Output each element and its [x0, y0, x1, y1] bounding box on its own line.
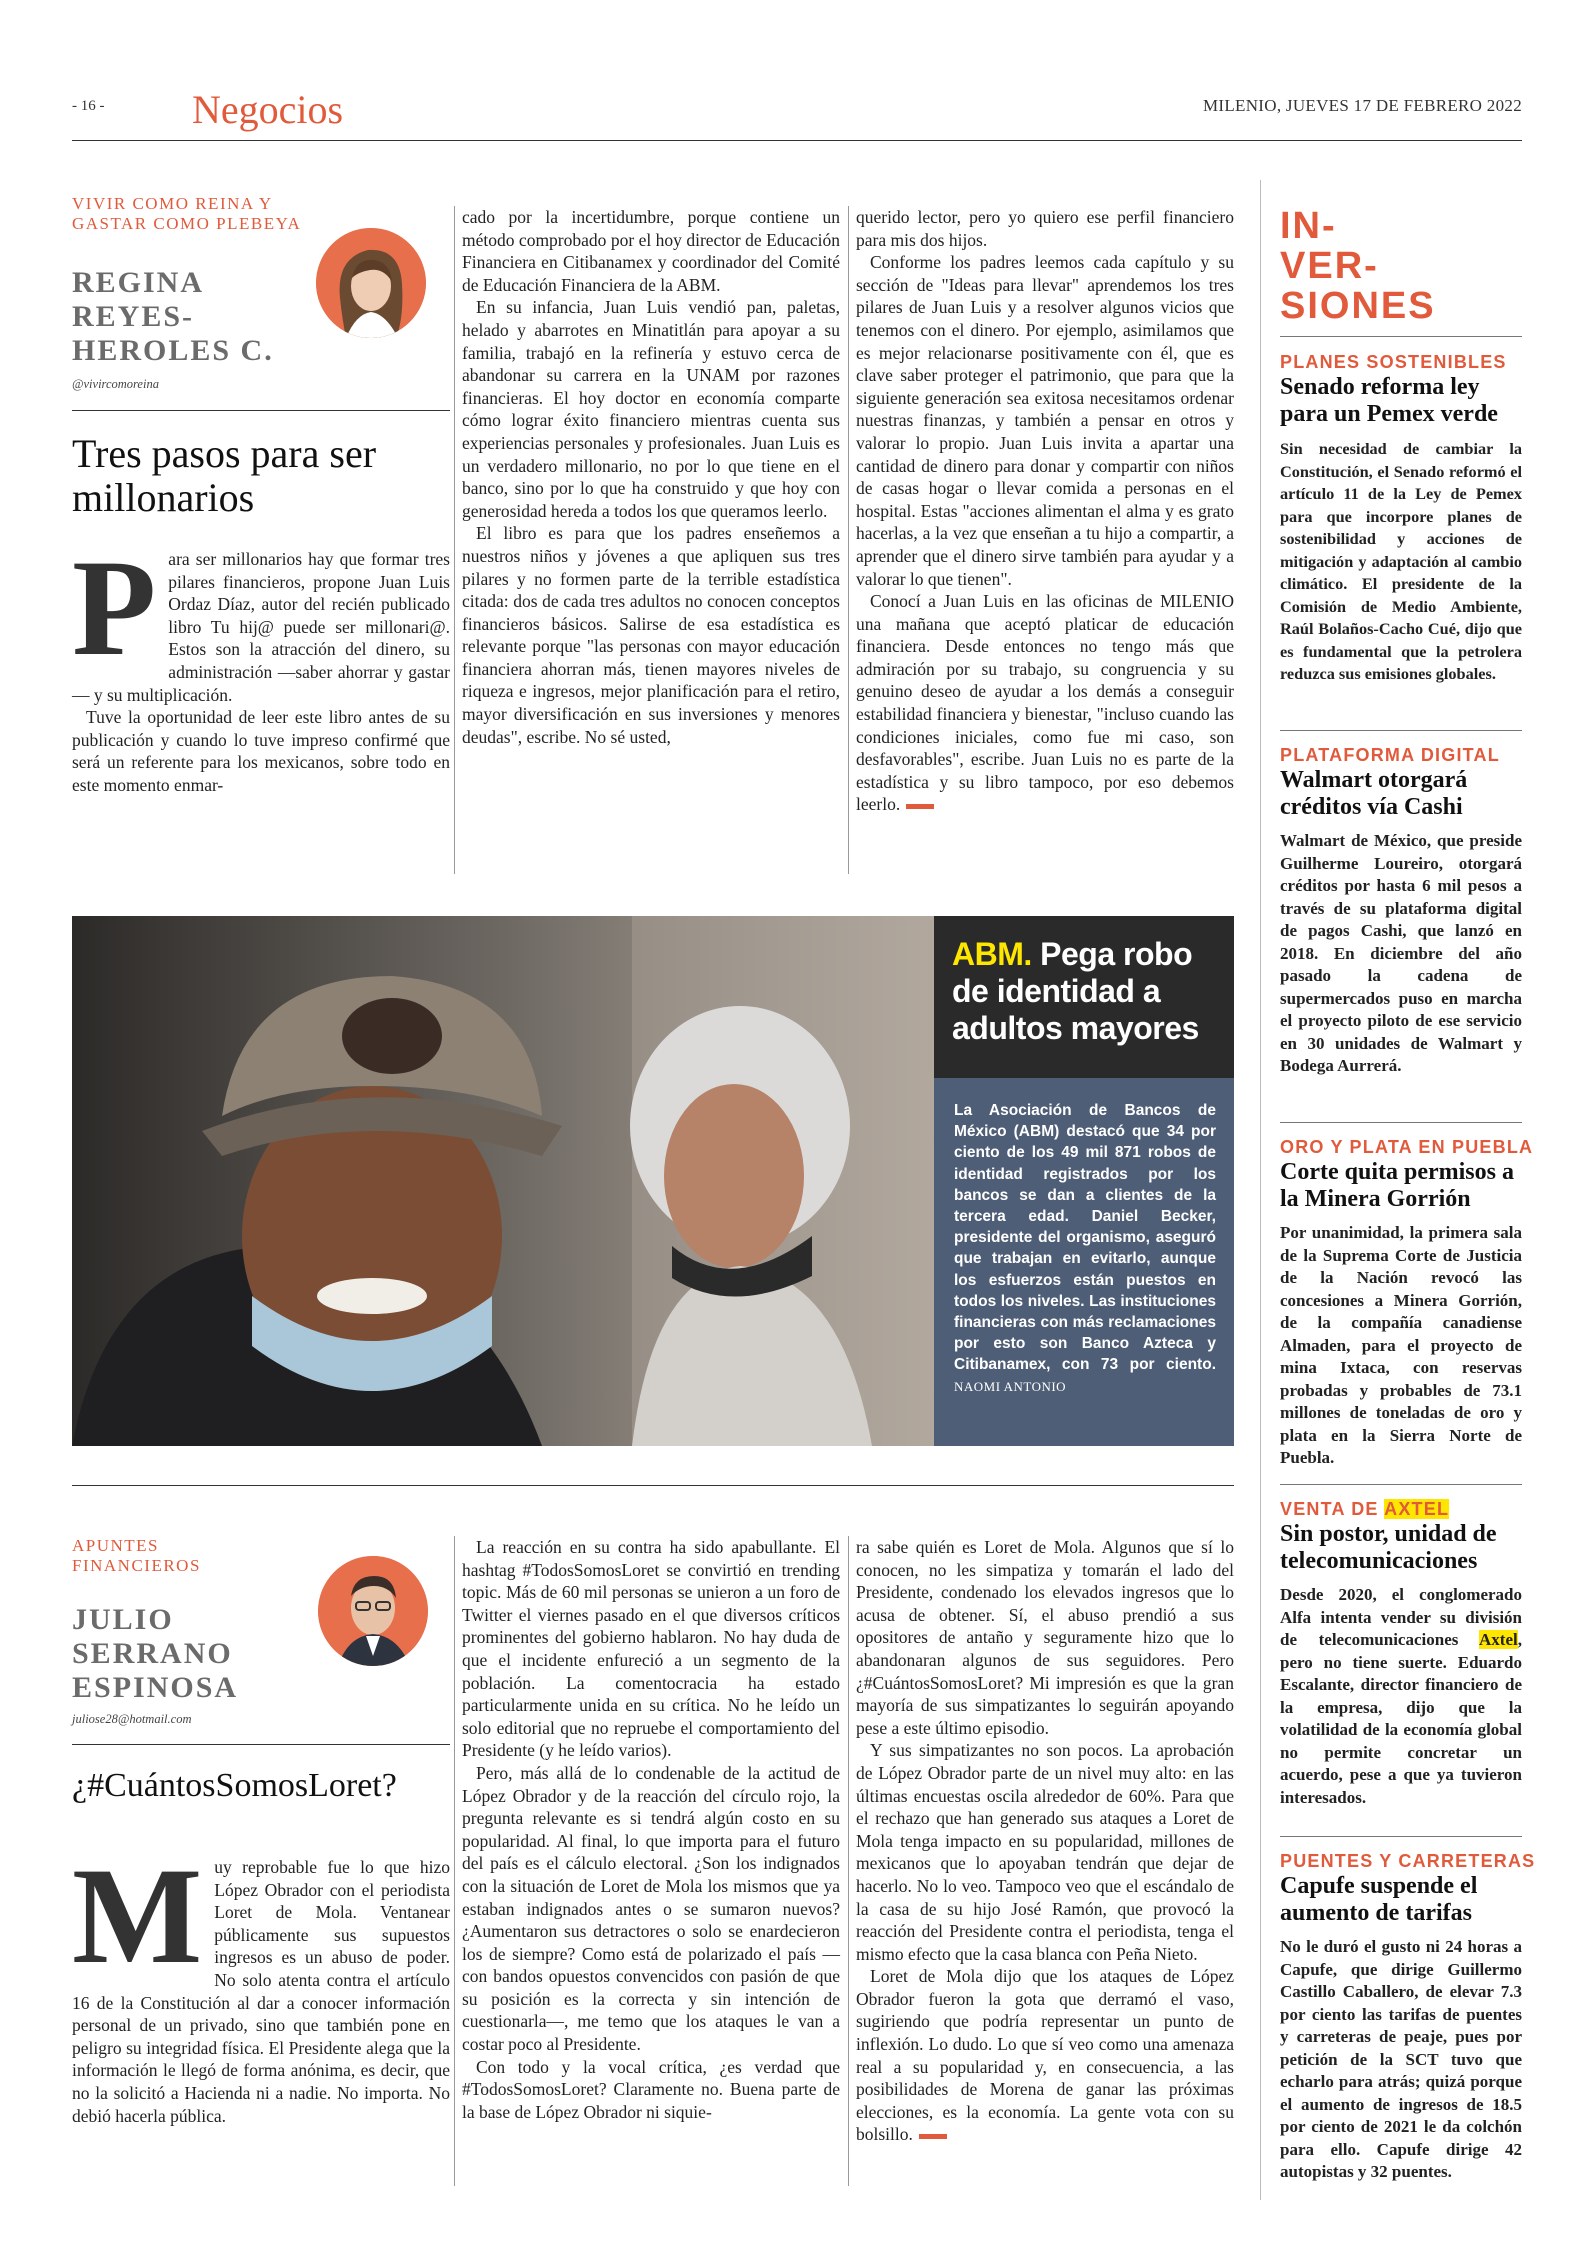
sidebar-title: IN- VER- SIONES [1280, 205, 1436, 327]
drop-cap: M [72, 1839, 203, 1992]
byline-rule [72, 410, 450, 411]
columnist-avatar [318, 1556, 428, 1666]
article-paragraph: Con todo y la vocal crítica, ¿es verdad que #TodosSomosLoret? Claramente no. Buena parte de la base de López Obrador ni siquie- [462, 2056, 840, 2122]
drop-cap: P [72, 531, 157, 684]
article-headline: ¿#CuántosSomosLoret? [72, 1767, 397, 1804]
columnist-name: JULIO SERRANO ESPINOSA [72, 1603, 239, 1704]
photo-credit: NAOMI ANTONIO [954, 1378, 1067, 1394]
article-paragraph: La reacción en su contra ha sido apabullante. El hashtag #TodosSomosLoret se convirtió en trending topic. Más de 60 mil personas se unieron a un foro de Twitter el viernes pasado en el que diversos críticos prominentes del gobierno hablaron. No hay duda de que el incidente enfureció a un segmento de la población. La comentocracia ha estado particularmente unida en su crítica. No he leído un solo editorial que no repruebe el comportamiento del Presidente (y he leído varios). [462, 1537, 840, 1761]
sidebar-rule [1280, 336, 1522, 337]
section-rule [72, 1485, 1234, 1486]
column-kicker: APUNTES FINANCIEROS [72, 1536, 201, 1575]
columnist-name: REGINA REYES- HEROLES C. [72, 266, 274, 367]
sidebar-kicker: VENTA DE AXTEL [1280, 1499, 1450, 1519]
sidebar-rule [1280, 1122, 1522, 1123]
end-mark [919, 2134, 947, 2139]
sidebar-headline: Sin postor, unidad de telecomunicaciones [1280, 1521, 1497, 1574]
sidebar-divider [1260, 180, 1261, 2200]
section-title: Negocios [192, 87, 344, 132]
column-kicker: VIVIR COMO REINA Y GASTAR COMO PLEBEYA [72, 194, 302, 233]
photo-headline: ABM. Pega robo de identidad a adultos mayores [952, 936, 1199, 1046]
sidebar-body: Walmart de México, que preside Guilherme Loureiro, otorgará créditos por hasta 6 mil pesos a través de su plataforma digital de pagos Cashi, que lanzó en 2018. En diciembre del año pasado la cadena de supermercados puso en marcha el proyecto piloto de ese servicio en 30 unidades de Walmart y Bodega Aurrerá. [1280, 831, 1522, 1075]
article-paragraph: ara ser millonarios hay que formar tres pilares financieros, propone Juan Luis Ordaz Díaz, autor del recién publicado libro Tu hij@ puede ser millonari@. Estos son la atracción del dinero, su administración —saber ahorrar y gastar— y su multiplicación. [72, 549, 450, 705]
article-column-2 [462, 206, 840, 748]
article-paragraph: Pero, más allá de lo condenable de la actitud de López Obrador y de la reacción del círculo rojo, la pregunta relevante es si tendrá algún costo en su popularidad. Al final, lo que importa para el futuro del país es el cálculo electoral. ¿Son los indignados con la situación de Loret de Mola los mismos que ya estaban indignados antes o se sumaron nuevos? ¿Aumentaron sus detractores o solo se enardecieron los de siempre? Como está de polarizado el país —con bandos opuestos convencidos con pasión de que su posición es la correcta y sin intención de cuestionarla—, me temo que los ataques le van a costar poco al Presidente. [462, 1762, 840, 2055]
highlight-mark: AXTEL [1384, 1499, 1450, 1519]
article-paragraph: Tuve la oportunidad de leer este libro antes de su publicación y cuando lo tuve impreso confirmé que será un referente para los mexicanos, sobre todo en este momento enmar- [72, 707, 450, 795]
column-divider [454, 1536, 455, 2186]
byline-rule [72, 1744, 450, 1745]
sidebar-rule [1280, 1484, 1522, 1485]
columnist-avatar [316, 228, 426, 338]
article-column-1 [72, 1839, 450, 2127]
sidebar-headline: Corte quita permisos a la Minera Gorrión [1280, 1159, 1514, 1212]
article-paragraph: El libro es para que los padres enseñemos a nuestros niños y jóvenes a que apliquen sus tres pilares y no formen parte de la terrible estadística citada: dos de cada tres adultos no conocen conceptos financieros básicos. Salirse de esa estadística es relevante porque "las personas con mayor educación financiera ahorran más, tienen mayores niveles de riqueza e ingresos, mejor planificación para el retiro, mayor diversificación en sus inversiones y menores deudas", escribe. No sé usted, [462, 523, 840, 747]
photo-caption: La Asociación de Bancos de México (ABM) destacó que 34 por ciento de los 49 mil 871 robos de identidad registrados por los bancos se dan a clientes de la tercera edad. Daniel Becker, presidente del organismo, aseguró que trabajan en evitarlo, aunque los esfuerzos están puestos en todos los niveles. Las instituciones financieras con más reclamaciones por esto son Banco Azteca y Citibanamex, con 73 por ciento. NAOMI ANTONIO [954, 1102, 1216, 1394]
column-divider [848, 206, 849, 874]
article-paragraph: Conforme los padres leemos cada capítulo y su sección de "Ideas para llevar" aprendemos los tres pilares de Juan Luis y a resolver algunos vicios que tenemos con el dinero. Por ejemplo, asimilamos que es mejor relacionarse positivamente con él, que es clave saber proteger el patrimonio, que para que la siguiente generación sea exitosa necesitamos ordenar nuestras finanzas, y también a pensar en otros y valorar lo propio. Juan Luis invita a apartar una cantidad de dinero para donar y compartir con niños de casas hogar o llevar comida a personas en el hospital. Estas "acciones alimentan el alma y es grato hacerlas, a la vez que enseñan a tu hijo a compartir, a aprender que el dinero sirve también para ayudar y a valorar lo que tienen". [856, 252, 1234, 589]
sidebar-body: Desde 2020, el conglomerado Alfa intenta vender su división de telecomunicaciones Axtel, pero no tiene suerte. Eduardo Escalante, director financiero de la empresa, dijo que la volatilidad de la economía global no permite concretar un acuerdo, pese a que ya tuvieron interesados. [1280, 1585, 1522, 1807]
article-column-2 [462, 1536, 840, 2123]
article-paragraph: uy reprobable fue lo que hizo López Obrador con el periodista Loret de Mola. Ventanear públicamente sus supuestos ingresos es un abuso de poder. No solo atenta contra el artículo 16 de la Constitución al dar a conocer información personal de un privado, sino que también pone en peligro su integridad física. El Presidente alega que la información le llegó de forma anónima, es decir, que no la solicitó a Hacienda ni a nadie. No importa. No debió hacerla pública. [72, 1857, 450, 2126]
article-paragraph: querido lector, pero yo quiero ese perfil financiero para mis dos hijos. [856, 207, 1234, 250]
article-paragraph: Loret de Mola dijo que los ataques de López Obrador fueron la gota que derramó el vaso, sugiriendo que podría representar un punto de inflexión. Lo dudo. Lo que sí veo como una amenaza real a su popularidad y, en consecuencia, a las posibilidades de Morena de ganar las próximas elecciones, es la economía. La gente vota con su bolsillo. [856, 1966, 1234, 2145]
column-divider [454, 206, 455, 874]
article-paragraph: En su infancia, Juan Luis vendió pan, paletas, helado y abarrotes en Minatitlán para apoyar a su familia, trabajó en la refinería y estuvo cerca de abandonar su carrera en la UNAM por razones financieras. El hoy doctor en economía comparte cómo lograr éxito financiero mientras cuenta sus experiencias personales y profesionales. Juan Luis es un verdadero millonario, no por lo que tiene en el banco, sino por lo que ha construido y que hoy con generosidad hereda a todos los que queramos leerlo. [462, 297, 840, 521]
article-column-3 [856, 1536, 1234, 2146]
masthead-date: MILENIO, JUEVES 17 DE FEBRERO 2022 [1202, 96, 1522, 115]
sidebar-body: Por unanimidad, la primera sala de la Suprema Corte de Justicia de la Nación revocó las concesiones a Minera Gorrión, de la compañía canadiense Almaden, para el proyecto de mina Ixtaca, con reservas probadas y probables de 73.1 millones de toneladas de oro y plata en la Sierra Norte de Puebla. [1280, 1223, 1522, 1467]
sidebar-rule [1280, 730, 1522, 731]
sidebar-kicker: PUENTES Y CARRETERAS [1280, 1851, 1536, 1871]
column-divider [848, 1536, 849, 2186]
sidebar-body: No le duró el gusto ni 24 horas a Capufe, que dirige Guillermo Castillo Caballero, de elevar 7.3 por ciento las tarifas de puentes y carreteras de peaje, pues por petición de la SCT tuvo que echarlo para atrás; quizá porque el aumento de ingresos de 18.5 por ciento de 2021 le da colchón para ello. Capufe dirige 42 autopistas y 32 puentes. [1280, 1937, 1522, 2181]
columnist-handle: juliose28@hotmail.com [72, 1712, 192, 1726]
article-paragraph: ra sabe quién es Loret de Mola. Algunos que sí lo conocen, no les simpatiza y tomarán el lado del Presidente, condenado los elevados ingresos que lo acusa de obtener. Sí, el abuso prendió a sus opositores de antaño y seguramente hizo que lo abandonaran algunos de sus seguidores. Pero ¿#CuántosSomosLoret? Mi impresión es que la gran mayoría de sus simpatizantes lo seguirán apoyando pese a este último episodio. [856, 1537, 1234, 1738]
sidebar-kicker: PLATAFORMA DIGITAL [1280, 745, 1500, 765]
article-paragraph: cado por la incertidumbre, porque contiene un método comprobado por el hoy director de Educación Financiera en Citibanamex y coordinador del Comité de Educación Financiera de la ABM. [462, 207, 840, 295]
sidebar-rule [1280, 1836, 1522, 1837]
article-column-1 [72, 531, 450, 797]
sidebar-body: Sin necesidad de cambiar la Constitución, el Senado reformó el artículo 11 de la Ley de Pemex para que incorpore planes de sostenibilidad y acciones de mitigación y adaptación al cambio climático. El presidente de la Comisión de Medio Ambiente, Raúl Bolaños-Cacho Cué, dijo que es fundamental que la petrolera reduzca sus emisiones globales. [1280, 439, 1522, 683]
columnist-handle: @vivircomoreina [72, 377, 159, 391]
sidebar-headline: Capufe suspende el aumento de tarifas [1280, 1873, 1478, 1926]
article-headline: Tres pasos para ser millonarios [72, 431, 377, 520]
article-paragraph: Y sus simpatizantes no son pocos. La aprobación de López Obrador parte de un nivel muy alto: en las últimas encuestas oscila alrededor de 60%. Para que el rechazo que han generado sus ataques a Loret de Mola tenga impacto en su popularidad, millones de mexicanos que lo apoyaban tendrán que dejar de hacerlo. No lo veo. Tampoco veo que el escándalo de la casa de su hijo José Ramón, que provocó la reacción del Presidente contra el periodista, tenga el mismo efecto que la casa blanca con Peña Nieto. [856, 1740, 1234, 1964]
sidebar-headline: Walmart otorgará créditos vía Cashi [1280, 767, 1468, 820]
header-rule [72, 140, 1522, 141]
article-column-3 [856, 206, 1234, 816]
article-paragraph: Conocí a Juan Luis en las oficinas de MILENIO una mañana que aceptó platicar de educación financiera. Desde entonces no tengo más que admiración por su trabajo, su congruencia y su genuino deseo de ayudar a los demás a conseguir estabilidad financiera y bienestar, "incluso cuando las condiciones iniciales, como fue mi caso, son desfavorables", escribe. Juan Luis no es parte de la estadística y su libro tampoco, por eso debemos leerlo. [856, 591, 1234, 815]
sidebar-kicker: PLANES SOSTENIBLES [1280, 352, 1507, 372]
highlight-mark: Axtel [1479, 1630, 1518, 1649]
end-mark [906, 804, 934, 809]
page-number: - 16 - [72, 98, 105, 114]
news-photo [72, 916, 934, 1446]
sidebar-headline: Senado reforma ley para un Pemex verde [1280, 374, 1498, 427]
sidebar-kicker: ORO Y PLATA EN PUEBLA [1280, 1137, 1534, 1157]
